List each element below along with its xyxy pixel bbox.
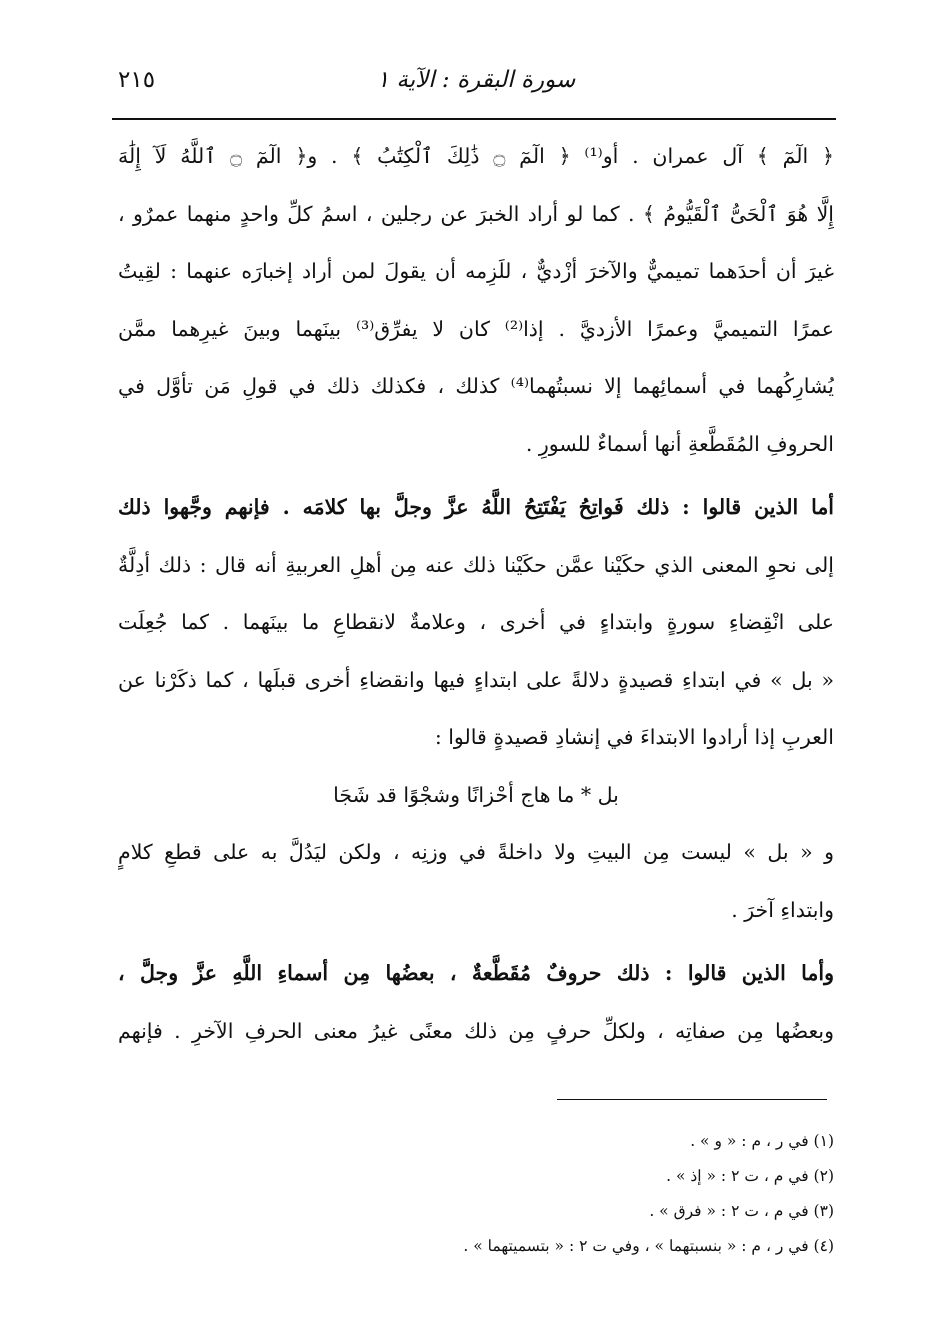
text-line-16: وبعضُها مِن صفاتِه ، ولكلِّ حرفٍ مِن ذلك معنًى غيرُ معنى الحرفِ الآخرِ . فإنهم: [118, 1018, 834, 1043]
footnotes: [118, 1124, 834, 1264]
verse-line: بل * ما هاج أحْزانًا وشجْوًا قد شَجَا: [333, 782, 619, 807]
text-line-14: وابتداءِ آخرَ .: [731, 897, 834, 922]
text-line-15: وأما الذين قالوا : ذلك حروفٌ مُقَطَّعةٌ ، بعضُها مِن أسماءِ اللَّهِ عزَّ وجلَّ ،: [118, 961, 834, 985]
running-title: سورة البقرة : الآية ١: [376, 67, 576, 93]
footnote-4: (٤) في ر ، م : « بنسبتهما » ، وفي ت ٢ : « بتسميتهما » .: [463, 1237, 834, 1255]
text-line-6: الحروفِ المُقَطَّعةِ أنها أسماءٌ للسورِ .: [525, 431, 834, 456]
text-line-8: إلى نحوِ المعنى الذي حكَيْنا عمَّن حكَيْنا ذلك عنه مِن أهلِ العربيةِ أنه قال : ذلك أدِلَّةٌ: [118, 552, 834, 577]
header-rule: [112, 118, 836, 120]
footnote-2: (٢) في م ، ت ٢ : « إذ » .: [666, 1167, 834, 1185]
page-header: [118, 60, 834, 112]
text-line-7: أما الذين قالوا : ذلك فَواتِحُ يَفْتَتِحُ اللَّهُ عزَّ وجلَّ بها كلامَه . فإنهم وجَّهوا ذلك: [118, 495, 834, 519]
text-line-1: ﴿ الٓمٓ ﴾ آل عمران . أو⁽¹⁾ ﴿ الٓمٓ ۝ ذَٰلِكَ ٱلْكِتَٰبُ ﴾ . و﴿ الٓمٓ ۝ ٱللَّهُ لَآ إِلَٰهَ: [118, 144, 834, 168]
text-line-10: « بل » في ابتداءِ قصيدةٍ دلالةً على ابتداءٍ فيها وانقضاءِ أخرى قبلَها ، كما ذكَرْنا عن: [118, 667, 834, 692]
text-line-5: يُشارِكُهما في أسمائِهما إلا نسبتُهما⁽⁴⁾ كذلك ، فكذلك ذلك في قولِ مَن تأوَّل في: [118, 374, 834, 398]
text-line-13: و « بل » ليست مِن البيتِ ولا داخلةً في وزنِه ، ولكن ليَدُلَّ به على قطعِ كلامٍ: [118, 840, 834, 864]
text-line-3: غيرَ أن أحدَهما تميميٌّ والآخرَ أزْديٌّ ، للَزِمه أن يقولَ لمن أراد إخبارَه عنهما : لقِيتُ: [118, 259, 834, 283]
footnote-rule: [557, 1099, 827, 1100]
page-number: ٢١٥: [118, 67, 156, 93]
footnote-1: (١) في ر ، م : « و » .: [690, 1132, 834, 1150]
text-line-2: إِلَّا هُوَ ٱلْحَىُّ ٱلْقَيُّومُ ﴾ . كما لو أراد الخبرَ عن رجلين ، اسمُ كلِّ واحدٍ منهما عمرٌو ،: [118, 201, 834, 226]
footnote-3: (٣) في م ، ت ٢ : « فرق » .: [649, 1202, 834, 1220]
text-line-9: على انْقِضاءِ سورةٍ وابتداءٍ في أخرى ، وعلامةٌ لانقطاعِ ما بينَهما . كما جُعِلَت: [118, 610, 834, 634]
main-text: [118, 128, 834, 1060]
text-line-11: العربِ إذا أرادوا الابتداءَ في إنشادِ قصيدةٍ قالوا :: [434, 725, 834, 749]
text-line-4: عمرًا التميميَّ وعمرًا الأزديَّ . إذا⁽²⁾ كان لا يفرِّق⁽³⁾ بينَهما وبينَ غيرِهما ممَّن: [118, 316, 834, 341]
